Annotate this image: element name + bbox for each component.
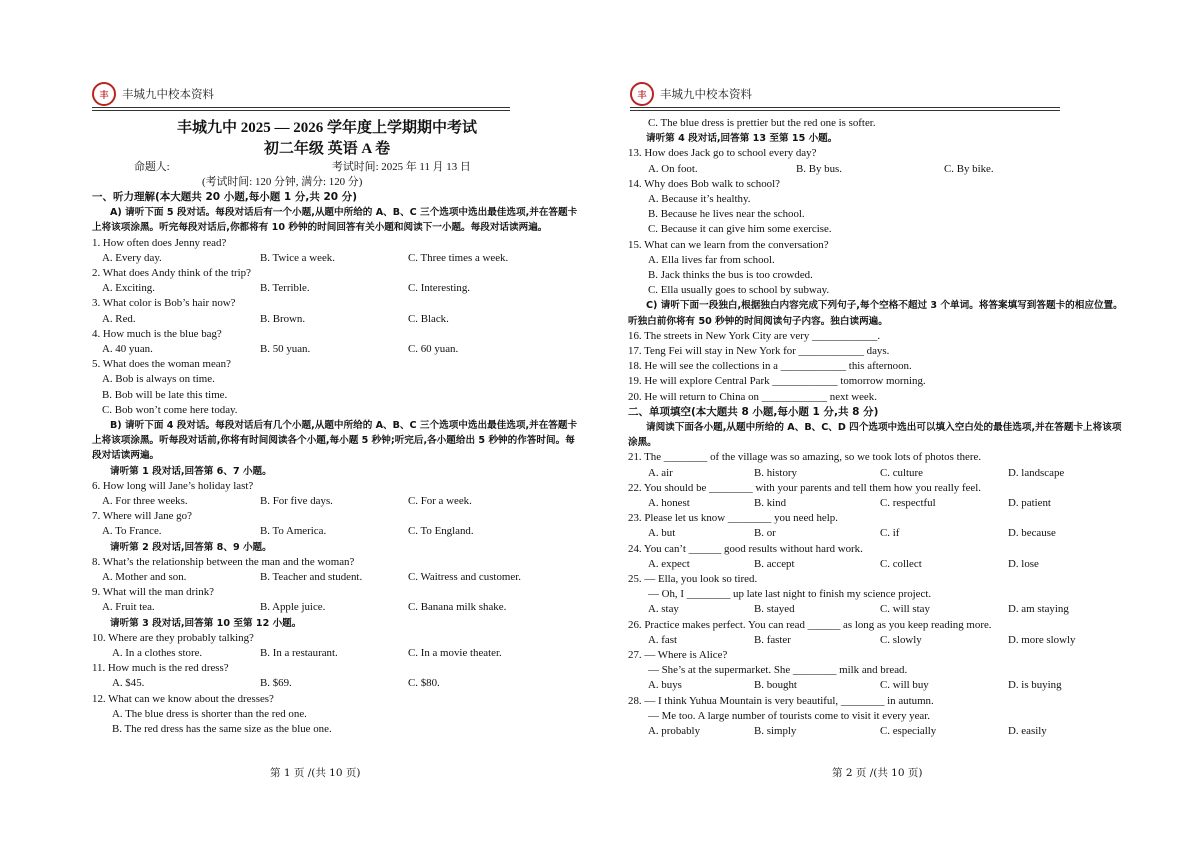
option: B. Teacher and student. [260,570,363,583]
option: B. Jack thinks the bus is too crowded. [648,269,813,282]
school-name: 丰城九中校本资料 [660,87,752,101]
option: C. collect [880,557,922,570]
instructions: A) 请听下面 5 段对话。每段对话后有一个小题,从题中所给的 A、B、C 三个选项中选出最佳选项,并在答题卡上将该项涂黑。听完每段对话后,你都将有 10 秒钟的时间回答有关小题和阅读下一小题。每段对话读两遍。 [92,207,578,234]
option: D. easily [1008,725,1047,737]
question: 13. How does Jack go to school every day? [628,147,817,160]
section-heading: 二、单项填空(本大题共 8 小题,每小题 1 分,共 8 分) [628,405,879,418]
option: A. probably [648,725,701,737]
question-line: — Oh, I ________ up late last night to finish my science project. [648,588,932,601]
option: D. is buying [1008,679,1062,692]
option: C. The blue dress is prettier but the red one is softer. [648,117,876,129]
options [92,676,582,691]
option: B. Terrible. [260,282,310,295]
option: A. Every day. [102,251,162,264]
option: D. landscape [1008,466,1065,479]
question: 26. Practice makes perfect. You can read ______ as long as you keep reading more. [628,618,992,631]
option: B. Bob will be late this time. [102,388,228,401]
option: B. Brown. [260,312,306,325]
options [92,600,582,615]
option: B. 50 yuan. [260,342,311,355]
question: 27. — Where is Alice? [628,649,728,661]
question: 7. Where will Jane go? [92,510,192,523]
option: A. In a clothes store. [112,646,203,659]
option: B. history [754,466,797,479]
option: C. By bike. [944,162,994,175]
exam-meta [92,160,582,175]
option: A. The blue dress is shorter than the red one. [112,707,307,720]
option: C. To England. [408,525,474,538]
question: 21. The ________ of the village was so amazing, so we took lots of photos there. [628,451,982,464]
question: 14. Why does Bob walk to school? [628,177,780,190]
question: 23. Please let us know ________ you need help. [628,512,838,525]
option: A. Fruit tea. [102,601,155,614]
option: B. Twice a week. [260,251,335,264]
header-rule [92,110,510,111]
dialogue-instruction: 请听第 2 段对话,回答第 8、9 小题。 [110,541,272,553]
options [628,678,1124,693]
option: B. The red dress has the same size as the blue one. [112,722,332,735]
question: 15. What can we learn from the conversation? [628,238,829,251]
question: 22. You should be ________ with your parents and tell them how you really feel. [628,481,981,494]
question: 4. How much is the blue bag? [92,327,222,340]
question: 1. How often does Jenny read? [92,236,227,249]
option: D. more slowly [1008,633,1076,646]
options [92,251,582,266]
option: C. especially [880,725,937,737]
options [92,342,582,357]
option: A. stay [648,603,679,616]
options [628,633,1124,648]
dialogue-instruction: 请听第 4 段对话,回答第 13 至第 15 小题。 [646,133,838,145]
option: C. 60 yuan. [408,342,459,355]
options [92,281,582,296]
option: C. will stay [880,603,930,616]
option: C. culture [880,466,923,479]
exam-subtitle: 初二年级 英语 A 卷 [263,141,391,157]
section-heading: 一、听力理解(本大题共 20 小题,每小题 1 分,共 20 分) [92,191,358,203]
option: A. 40 yuan. [102,342,153,355]
option: A. $45. [112,677,145,690]
option: C. Waitress and customer. [408,570,521,583]
options [92,494,582,509]
option: A. Mother and son. [102,570,187,583]
question: 10. Where are they probably talking? [92,631,254,644]
options [92,570,582,585]
option: D. lose [1008,557,1039,570]
question: 28. — I think Yuhua Mountain is very beautiful, ________ in autumn. [628,694,934,707]
option: A. Because it’s healthy. [648,193,751,205]
question: 18. He will see the collections in a ____________ this afternoon. [628,360,912,373]
option: B. To America. [260,525,327,538]
option: B. simply [754,725,797,737]
option: B. or [754,527,776,540]
option: A. On foot. [648,162,698,175]
question: 2. What does Andy think of the trip? [92,267,251,279]
options [628,466,1124,481]
option: C. will buy [880,679,929,692]
instructions: 请阅读下面各小题,从题中所给的 A、B、C、D 四个选项中选出可以填入空白处的最佳选项,并在答题卡上将该项涂黑。 [628,422,1122,449]
question: 5. What does the woman mean? [92,358,231,371]
question: 19. He will explore Central Park ____________ tomorrow morning. [628,375,926,388]
option: A. Exciting. [102,282,155,295]
exam-time-score: (考试时间: 120 分钟, 满分: 120 分) [202,176,363,188]
header-rule [92,107,510,108]
dialogue-instruction: 请听第 1 段对话,回答第 6、7 小题。 [110,465,272,477]
instructions: B) 请听下面 4 段对话。每段对话后有几个小题,从题中所给的 A、B、C 三个选项中选出最佳选项,并在答题卡上将该项涂黑。听每段对话前,你将有时间阅读各个小题,每小题 5 秒钟;听完后,各小题给出 5 秒钟的作答时间。每段对话读两遍。 [92,419,578,462]
question: 24. You can’t ______ good results without hard work. [628,542,863,555]
question: 17. Teng Fei will stay in New York for ____________ days. [628,345,890,358]
exam-date: 考试时间: 2025 年 11 月 13 日 [332,161,471,173]
page-header [92,80,214,108]
page-1-content [92,118,582,737]
header-rule [630,107,1060,108]
option: B. In a restaurant. [260,646,338,659]
options [92,646,582,661]
options [92,524,582,539]
options [628,724,1124,739]
option: C. Black. [408,312,449,325]
option: C. $80. [408,677,440,690]
options [628,162,1124,177]
question-line: — Me too. A large number of tourists come to visit it every year. [648,709,930,722]
page-footer: 第 1 页 /(共 10 页) [270,767,361,779]
options [628,496,1124,511]
question: 3. What color is Bob’s hair now? [92,297,236,310]
option: D. because [1008,527,1056,540]
options [628,602,1124,617]
option: B. Because he lives near the school. [648,208,805,221]
options [92,312,582,327]
option: C. if [880,527,900,540]
option: A. For three weeks. [102,495,188,507]
options [628,557,1124,572]
question: 25. — Ella, you look so tired. [628,573,758,586]
page-2 [600,0,1200,848]
option: B. kind [754,497,787,510]
option: D. am staying [1008,603,1069,616]
option: B. Apple juice. [260,601,326,614]
option: C. Interesting. [408,282,471,295]
option: C. Bob won’t come here today. [102,403,238,416]
option: A. Bob is always on time. [102,373,215,386]
page-2-content [628,116,1124,739]
question: 12. What can we know about the dresses? [92,692,274,705]
question: 11. How much is the red dress? [92,662,229,675]
question: 6. How long will Jane’s holiday last? [92,479,254,492]
option: A. air [648,466,673,479]
option: A. To France. [102,525,162,538]
option: C. In a movie theater. [408,646,502,659]
option: C. Three times a week. [408,251,509,264]
option: A. Red. [102,312,136,325]
question: 8. What’s the relationship between the man and the woman? [92,555,355,568]
option: A. fast [648,633,678,646]
option: B. stayed [754,603,795,616]
option: B. bought [754,679,797,692]
option: D. patient [1008,497,1051,510]
page-footer: 第 2 页 /(共 10 页) [832,767,923,779]
options [628,526,1124,541]
header-rule [630,110,1060,111]
option: B. faster [754,633,791,646]
option: C. respectful [880,497,936,510]
option: C. For a week. [408,495,472,507]
option: A. buys [648,679,682,692]
option: C. slowly [880,633,922,646]
option: A. honest [648,497,690,510]
author-label: 命题人: [134,161,170,173]
option: A. Ella lives far from school. [648,253,775,266]
option: A. but [648,527,676,540]
option: B. $69. [260,677,292,690]
school-name: 丰城九中校本资料 [122,87,214,101]
option: A. expect [648,557,690,570]
question-line: — She’s at the supermarket. She ________ milk and bread. [648,664,908,677]
question: 20. He will return to China on ____________ next week. [628,390,877,403]
exam-title: 丰城九中 2025 — 2026 学年度上学期期中考试 [176,120,477,136]
option: C. Ella usually goes to school by subway. [648,284,830,297]
dialogue-instruction: 请听第 3 段对话,回答第 10 至第 12 小题。 [110,617,302,629]
school-logo-icon: 丰 [92,82,116,106]
question: 16. The streets in New York City are very ____________. [628,329,881,342]
instructions: C) 请听下面一段独白,根据独白内容完成下列句子,每个空格不超过 3 个单词。将答案填写到答题卡的相应位置。听独白前你将有 50 秒钟的时间阅读句子内容。独白读两遍。 [628,300,1123,327]
option: B. accept [754,557,795,570]
option: B. For five days. [260,495,333,507]
page-header [630,80,752,108]
school-logo-icon: 丰 [630,82,654,106]
option: B. By bus. [796,162,842,175]
option: C. Banana milk shake. [408,601,507,614]
option: C. Because it can give him some exercise. [648,223,832,236]
question: 9. What will the man drink? [92,586,214,599]
